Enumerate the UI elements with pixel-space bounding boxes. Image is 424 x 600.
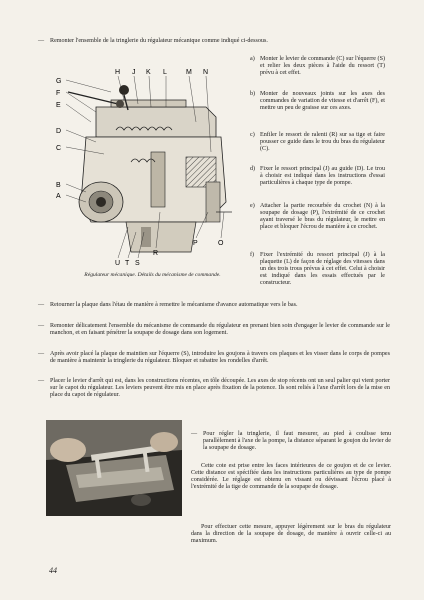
step-e-text: Attacher la partie recourbée du crochet (N) à la soupape de dosage (P), l'extrémité de ce crochet ayant traversé le bras du régulateur, le mettre en place et bloquer l'écrou de manière à ce crochet.: [260, 203, 385, 231]
step-c: [250, 132, 385, 153]
step-f: [250, 252, 385, 287]
step-d: [250, 166, 385, 187]
intro-dash: —: [38, 38, 45, 44]
paragraph-4: Placer le levier d'arrêt qui est, dans les constructions récentes, en tôle découpée. Les axes de stop récents ont un seul palier qui vient porter sur le capot du régulateur. Les leviers peuvent être mis en place après fixation de la potence. Ils sont reliés à l'axe d'arrêt lors de la mise en place du capot de régulateur.: [50, 378, 390, 399]
step-a: [250, 56, 385, 77]
label-P: P: [193, 240, 198, 247]
paragraph-2: Remonter délicatement l'ensemble du mécanisme de commande du régulateur en prenant bien soin d'engager le levier de commande sur le manchon, et en faisant pénétrer la soupape de dosage dans son logement.: [50, 323, 390, 337]
label-M: M: [186, 69, 192, 76]
step-a-text: Monter le levier de commande (C) sur l'équerre (S) et relier les deux pièces à l'aide du ressort (T) prévu à cet effet.: [260, 56, 385, 77]
right-para1-dash: —: [191, 431, 198, 437]
right-paragraph-1: Pour régler la tringlerie, il faut mesurer, au pied à coulisse tenu parallèlement à l'axe de la pompe, la distance séparant le goujon du levier de la soupape de dosage.: [203, 431, 391, 452]
page-number: 44: [49, 566, 57, 575]
step-b-label: b): [250, 91, 256, 97]
label-H: H: [115, 69, 121, 76]
label-C: C: [56, 145, 62, 152]
label-L: L: [163, 69, 167, 76]
label-F: F: [56, 90, 61, 97]
label-J: J: [132, 69, 136, 76]
label-T: T: [125, 260, 130, 267]
step-c-label: c): [250, 132, 255, 138]
label-G: G: [56, 78, 62, 85]
step-d-label: d): [250, 166, 256, 172]
label-S: S: [135, 260, 140, 267]
step-a-label: a): [250, 56, 255, 62]
right-paragraph-3: Pour effectuer cette mesure, appuyer légèrement sur le bras du régulateur dans la direction de la soupape de dosage, de manière à ouvrir celle-ci au maximum.: [191, 524, 391, 545]
label-D: D: [56, 128, 62, 135]
measurement-photo: [46, 420, 182, 516]
label-N: N: [203, 69, 209, 76]
para1-dash: —: [38, 302, 45, 308]
step-f-text: Fixer l'extrémité du ressort principal (J) à la plaquette (L) de façon de réglage des vitesses dans un des trois trous prévus à cet effet. Celui à choisir est indiqué dans les essais effectués par le constructeur.: [260, 252, 385, 287]
step-f-label: f): [250, 252, 255, 258]
step-e: [250, 203, 385, 231]
diagram-caption: Régulateur mécanique. Détails du mécanisme de commande.: [84, 272, 221, 278]
label-O: O: [218, 240, 224, 247]
label-A: A: [56, 193, 61, 200]
label-E: E: [56, 102, 61, 109]
label-K: K: [146, 69, 151, 76]
paragraph-1: Retourner la plaque dans l'étau de manière à remettre le mécanisme d'avance automatique vers le bas.: [50, 302, 298, 308]
right-paragraph-2: Cette cote est prise entre les faces intérieures de ce goujon et de ce levier. Cette distance est spécifiée dans les instructions particulières au type de pompe considérée. Le réglage est obtenu en vissant ou dévissant l'écrou placé à l'extrémité de la tige de commande de la soupape de dosage.: [191, 463, 391, 491]
label-U: U: [115, 260, 121, 267]
label-B: B: [56, 182, 61, 189]
para2-dash: —: [38, 323, 45, 329]
intro-text: Remonter l'ensemble de la tringlerie du régulateur mécanique comme indiqué ci-dessous.: [50, 38, 268, 44]
para4-dash: —: [38, 378, 45, 384]
step-b-text: Monter de nouveaux joints sur les axes des commandes de variation de vitesse et d'arrêt (F), et mettre un peu de graisse sur ces axes.: [260, 91, 385, 112]
paragraph-3: Après avoir placé la plaque de maintien sur l'équerre (S), introduire les goujons à travers ces plaques et les visser dans le corps de pompes de manière à maintenir la tringlerie du régulateur. Bloquer et rabattre les rondelles d'arrêt.: [50, 351, 390, 365]
regulator-diagram: [56, 62, 246, 272]
step-b: [250, 91, 385, 112]
para3-dash: —: [38, 351, 45, 357]
step-e-label: e): [250, 203, 255, 209]
label-R: R: [153, 250, 159, 257]
step-c-text: Enfiler le ressort de ralenti (R) sur sa tige et faire pousser ce guide dans le trou du bras du régulateur (C).: [260, 132, 385, 153]
step-d-text: Fixer le ressort principal (J) au guide (D). Le trou à choisir est indiqué dans les instructions d'essai particulières à chaque type de pompe.: [260, 166, 385, 187]
